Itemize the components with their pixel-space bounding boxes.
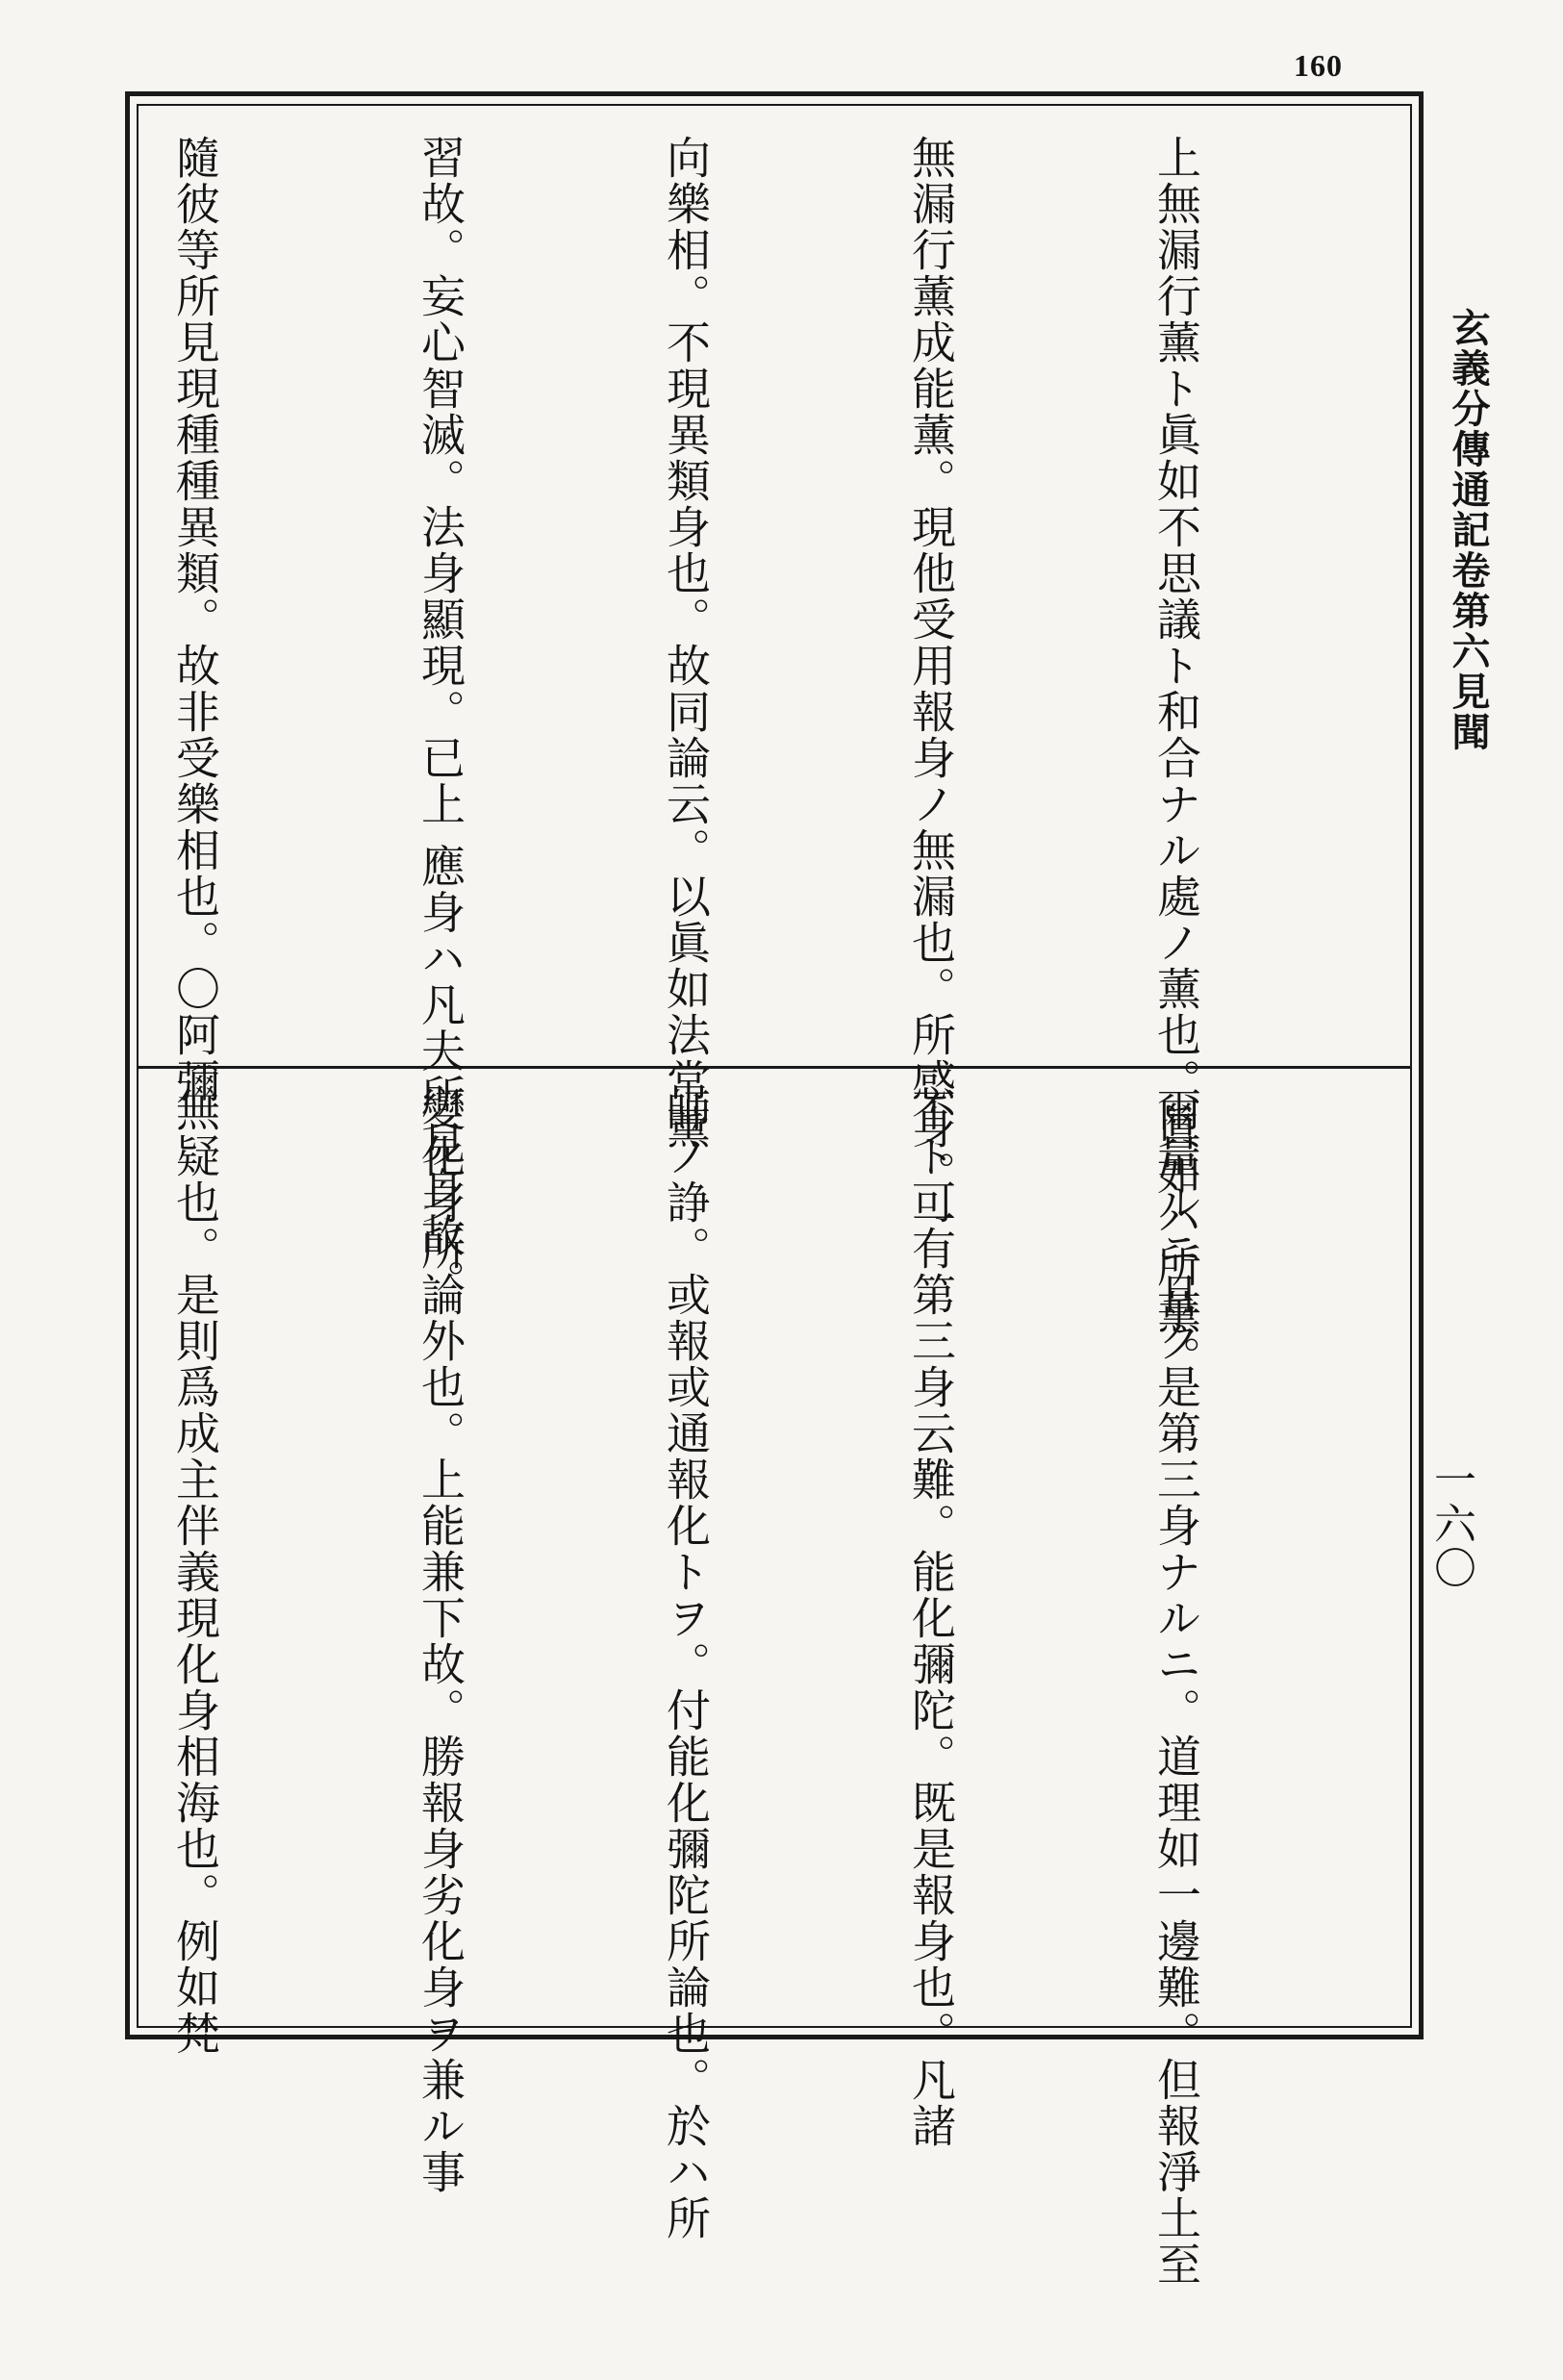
- middle-divider-rule: [137, 1066, 1412, 1069]
- folio-number-kanji: 一六〇: [1426, 1457, 1475, 1590]
- running-title: 玄義分傳通記卷第六見聞: [1446, 308, 1491, 752]
- lower-text-block: [169, 1087, 1380, 2288]
- upper-text-block: [169, 135, 1380, 1381]
- page-number: 160: [1294, 48, 1343, 83]
- text-column: 無疑也。是則爲成主伴義現化身相海也。例如梵: [169, 1087, 221, 2057]
- text-column: 師ノ諍。或報或通報化トヲ。付能化彌陀所論也。於ハ所: [660, 1087, 712, 2241]
- text-column: 隨彼等所見現種種異類。故非受樂相也。〇阿彌: [169, 135, 221, 1104]
- text-column: 上無漏行薰ト眞如不思議ト和合ナル處ノ薰也。眞如ハ所薰。: [1150, 135, 1202, 1381]
- text-column: 變化身所論外也。上能兼下故。勝報身劣化身ヲ兼ル事: [415, 1087, 466, 2195]
- text-column: 習故。妄心智滅。法身顯現。已上 應身ハ凡夫所見身故。: [415, 135, 466, 1305]
- text-column: 不ト可有第三身云難。能化彌陀。既是報身也。凡諸: [905, 1087, 957, 2149]
- text-column: 爾量ルニ且ク是第三身ナルニ。道理如一邊難。但報淨土至: [1150, 1087, 1202, 2288]
- text-column: 無漏行薰成能薰。現他受用報身ノ無漏也。所感身。一: [905, 135, 957, 1243]
- text-column: 向樂相。不現異類身也。故同論云。以眞如法常薰: [660, 135, 712, 1151]
